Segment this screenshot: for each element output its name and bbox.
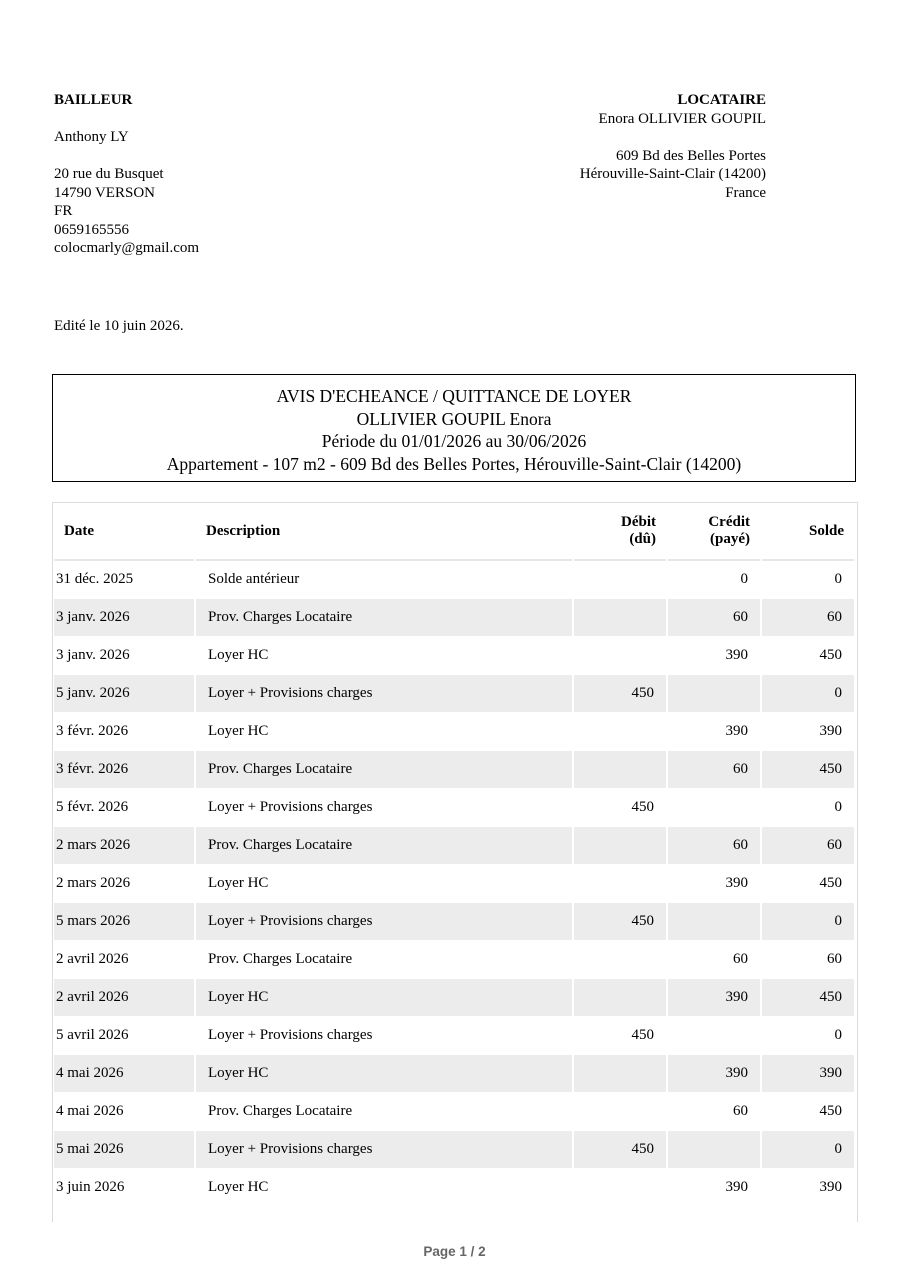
table-row: [54, 941, 854, 979]
cell-debit: [574, 827, 666, 865]
cell-solde: 60: [762, 599, 854, 637]
cell-date: 3 févr. 2026: [54, 751, 194, 789]
cell-solde: 0: [762, 789, 854, 827]
bailleur-address-line2: 14790 VERSON: [54, 184, 155, 201]
cell-debit: [574, 865, 666, 903]
cell-credit: 390: [668, 713, 760, 751]
table-row: [54, 561, 854, 599]
table-row: [54, 789, 854, 827]
locataire-address-line2: Hérouville-Saint-Clair (14200): [579, 166, 766, 182]
cell-debit: [574, 979, 666, 1017]
cell-debit: [574, 637, 666, 675]
bailleur-address-line1: 20 rue du Busquet: [54, 166, 164, 182]
cell-debit: 450: [574, 903, 666, 941]
bailleur-block: [54, 91, 199, 258]
table-row: [54, 675, 854, 713]
bailleur-email: colocmarly@gmail.com: [54, 240, 200, 256]
cell-description: Loyer + Provisions charges: [196, 675, 572, 713]
cell-description: Loyer + Provisions charges: [196, 789, 572, 827]
cell-credit: 0: [668, 561, 760, 599]
cell-credit: 60: [668, 599, 760, 637]
cell-debit: [574, 751, 666, 789]
cell-credit: 390: [668, 979, 760, 1017]
cell-description: Loyer + Provisions charges: [196, 1131, 572, 1169]
cell-date: 2 mars 2026: [54, 865, 194, 903]
bailleur-name: Anthony LY: [54, 129, 129, 145]
cell-description: Loyer HC: [196, 1169, 572, 1207]
cell-description: Prov. Charges Locataire: [196, 1093, 572, 1131]
cell-solde: 0: [762, 561, 854, 599]
table-header-row: [54, 503, 854, 561]
table-row: [54, 1055, 854, 1093]
cell-debit: [574, 1093, 666, 1131]
table-row: [54, 865, 854, 903]
cell-description: Prov. Charges Locataire: [196, 941, 572, 979]
table-row: [54, 637, 854, 675]
document-title: AVIS D'ECHEANCE / QUITTANCE DE LOYER: [276, 386, 632, 406]
header-solde: Solde: [762, 503, 854, 561]
locataire-address-line1: 609 Bd des Belles Portes: [616, 147, 766, 164]
cell-solde: 390: [762, 1169, 854, 1207]
cell-solde: 60: [762, 941, 854, 979]
locataire-block: [580, 91, 766, 202]
locataire-heading: LOCATAIRE: [677, 92, 766, 108]
table-row: [54, 979, 854, 1017]
header-debit: [574, 503, 666, 561]
edit-date: Edité le 10 juin 2026.: [54, 318, 184, 334]
cell-description: Loyer HC: [196, 637, 572, 675]
cell-date: 5 mai 2026: [54, 1131, 194, 1169]
table-row: [54, 1169, 854, 1207]
header-credit-line2: (payé): [710, 531, 750, 547]
bailleur-phone: 0659165556: [54, 221, 129, 238]
table-row: [54, 903, 854, 941]
cell-credit: 60: [668, 751, 760, 789]
table-row: [54, 1131, 854, 1169]
cell-date: 3 janv. 2026: [54, 599, 194, 637]
cell-description: Loyer + Provisions charges: [196, 1017, 572, 1055]
cell-description: Prov. Charges Locataire: [196, 751, 572, 789]
cell-description: Solde antérieur: [196, 561, 572, 599]
cell-description: Loyer HC: [196, 713, 572, 751]
cell-solde: 390: [762, 1055, 854, 1093]
header-description: Description: [196, 503, 572, 561]
cell-credit: 60: [668, 827, 760, 865]
cell-date: 2 mars 2026: [54, 827, 194, 865]
cell-solde: 0: [762, 675, 854, 713]
cell-credit: [668, 1017, 760, 1055]
cell-solde: 450: [762, 1093, 854, 1131]
cell-date: 3 févr. 2026: [54, 713, 194, 751]
document-title-box: [52, 374, 856, 482]
cell-description: Prov. Charges Locataire: [196, 827, 572, 865]
cell-description: Loyer HC: [196, 865, 572, 903]
header-credit: [668, 503, 760, 561]
bailleur-country: FR: [54, 203, 73, 219]
table-row: [54, 1017, 854, 1055]
locataire-name: Enora OLLIVIER GOUPIL: [598, 110, 766, 127]
header-debit-line2: (dû): [629, 531, 656, 547]
cell-debit: [574, 561, 666, 599]
cell-credit: 390: [668, 865, 760, 903]
cell-solde: 450: [762, 751, 854, 789]
table-row: [54, 713, 854, 751]
cell-debit: 450: [574, 1017, 666, 1055]
cell-date: 5 avril 2026: [54, 1017, 194, 1055]
property-description: Appartement - 107 m2 - 609 Bd des Belles Portes, Hérouville-Saint-Clair (14200): [166, 453, 742, 474]
cell-debit: [574, 713, 666, 751]
cell-solde: 0: [762, 903, 854, 941]
cell-debit: [574, 599, 666, 637]
header-credit-line1: Crédit: [708, 514, 750, 530]
cell-credit: 390: [668, 1169, 760, 1207]
cell-date: 4 mai 2026: [54, 1055, 194, 1093]
cell-debit: 450: [574, 1131, 666, 1169]
bailleur-heading: BAILLEUR: [54, 92, 133, 108]
header-date: Date: [54, 503, 194, 561]
cell-description: Prov. Charges Locataire: [196, 599, 572, 637]
table-row: [54, 751, 854, 789]
cell-credit: 60: [668, 941, 760, 979]
table-row: [54, 827, 854, 865]
cell-date: 3 juin 2026: [54, 1169, 194, 1207]
cell-solde: 390: [762, 713, 854, 751]
cell-date: 2 avril 2026: [54, 941, 194, 979]
cell-description: Loyer + Provisions charges: [196, 903, 572, 941]
header-debit-line1: Débit: [621, 514, 656, 530]
cell-description: Loyer HC: [196, 979, 572, 1017]
cell-date: 4 mai 2026: [54, 1093, 194, 1131]
table-row: [54, 599, 854, 637]
cell-description: Loyer HC: [196, 1055, 572, 1093]
cell-credit: [668, 675, 760, 713]
cell-credit: 390: [668, 1055, 760, 1093]
cell-debit: [574, 941, 666, 979]
table-row: [54, 1093, 854, 1131]
cell-debit: [574, 1169, 666, 1207]
ledger-body: [54, 561, 854, 1207]
cell-solde: 450: [762, 979, 854, 1017]
cell-date: 5 févr. 2026: [54, 789, 194, 827]
cell-debit: [574, 1055, 666, 1093]
cell-date: 31 déc. 2025: [54, 561, 194, 599]
cell-solde: 0: [762, 1131, 854, 1169]
cell-credit: [668, 903, 760, 941]
cell-debit: 450: [574, 675, 666, 713]
cell-solde: 450: [762, 865, 854, 903]
cell-solde: 60: [762, 827, 854, 865]
cell-date: 3 janv. 2026: [54, 637, 194, 675]
cell-date: 2 avril 2026: [54, 979, 194, 1017]
tenant-name: OLLIVIER GOUPIL Enora: [356, 408, 552, 429]
cell-credit: [668, 1131, 760, 1169]
cell-solde: 450: [762, 637, 854, 675]
cell-date: 5 mars 2026: [54, 903, 194, 941]
page-number: Page 1 / 2: [423, 1244, 486, 1259]
locataire-country: France: [725, 184, 766, 201]
cell-debit: 450: [574, 789, 666, 827]
cell-credit: 390: [668, 637, 760, 675]
cell-credit: [668, 789, 760, 827]
period: Période du 01/01/2026 au 30/06/2026: [321, 431, 587, 451]
cell-solde: 0: [762, 1017, 854, 1055]
cell-date: 5 janv. 2026: [54, 675, 194, 713]
ledger-table: [52, 503, 856, 1207]
cell-credit: 60: [668, 1093, 760, 1131]
ledger-table-container: [52, 502, 858, 1222]
